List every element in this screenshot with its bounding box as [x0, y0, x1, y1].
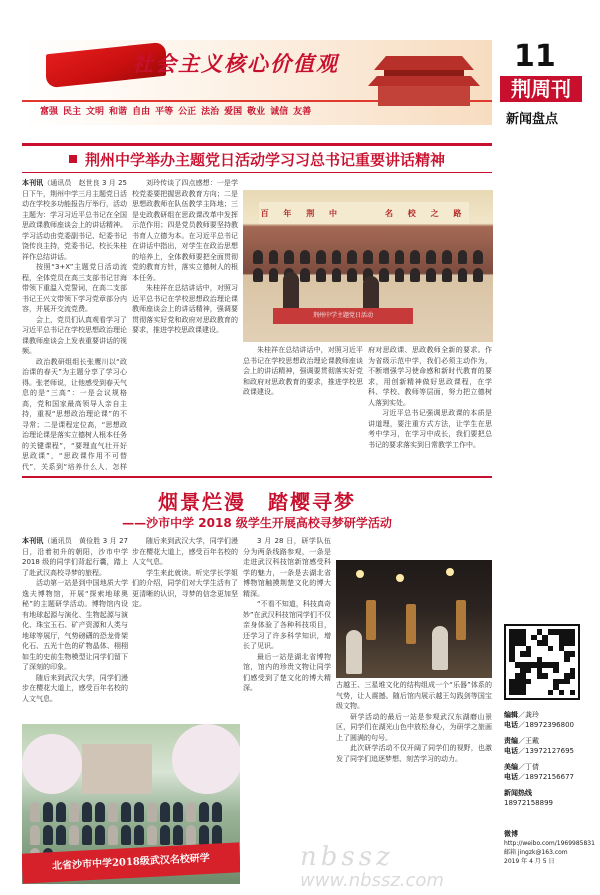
article1-paragraph: 朱桂祥在总结讲话中，对照习近平总书记在学校思想政治理论课教师座谈会上的讲话精神，强调要贯彻落实好党和政府对思政教育的要求，推进学校思政课建设。 — [243, 346, 363, 396]
article1-paragraph: 政治教研组组长张鹰川以“政治课的春天”为主题分享了学习心得。张老师说，让他感受到春天气息的是“三高”：一是会议规格高，党和国家最高领导人亲自主持，重视“思想政治理论课”的不寻常；二是课程定位高，“思想政治理论课是落实立德树人根本任务的关键课程”，“要理直气壮开好思政课”，“思政课作用不可替代”，关系到“培养什么人，怎样 — [22, 357, 127, 470]
header-banner — [22, 40, 492, 125]
article2-column-3 — [243, 536, 331, 884]
core-value-label: 和谐 — [109, 107, 128, 117]
editor-line: 电话／13972127695 — [504, 747, 574, 755]
lead-text: （通讯员 黄俭胜 3 月 27 日，沿着初升的朝阳，沙市中学 2018 级的同学们背起行囊，踏上了赴武汉高校寻梦的旅程。 — [22, 537, 128, 577]
page-number: 11 — [514, 39, 556, 74]
article2-paragraph: 最后一站是湖北省博物馆，馆内的珍贵文物让同学们感受到了楚文化的博大精深。 — [243, 652, 331, 692]
person-figure — [173, 802, 183, 822]
article2-paragraph: “不看不知道，科技真奇妙”在武汉科技馆同学们不仅亲身体验了各种科技项目，还学习了许多科学知识，增长了见识。 — [243, 600, 331, 650]
watermark-url: www.nbssz.com — [300, 870, 444, 891]
article1-paragraph: 刘玲传谈了四点感想：一是学校党委要把握思政教育方向；二是思想政教师在队伍教学主阵地；三是史政教研组在思政课改革中发挥示范作用；四是党员教师要坚持教书育人立德为本。在习近平总书记在讲话中指出，对学生在政治思想的培养上，全体教师要把全面贯彻党的教育方针，落实立德树人的根本任务。 — [132, 179, 238, 282]
article1-headline — [22, 143, 492, 173]
person-figure — [160, 825, 170, 845]
person-figure — [69, 802, 79, 822]
person-figure — [186, 802, 196, 822]
article2-paragraph: 随后来到武汉大学，同学们漫步在樱花大道上，感受百年名校的人文气息。 — [132, 537, 238, 566]
article1-photo — [243, 190, 493, 342]
banner-title: 社会主义核心价值观 — [132, 51, 339, 76]
core-value-label: 敬业 — [247, 107, 266, 117]
core-value-label: 法治 — [201, 107, 220, 117]
person-figure — [147, 825, 157, 845]
weibo-link[interactable]: http://weibo.com/1969985831 — [504, 840, 595, 847]
person-figure — [173, 825, 183, 845]
editor-line: 美编／丁倩 — [504, 763, 539, 771]
article2-title: 烟景烂漫 踏樱寻梦 — [158, 490, 356, 514]
headline-marker — [69, 155, 77, 163]
person-figure — [160, 802, 170, 822]
article1-column-1 — [22, 178, 127, 470]
photo-banner: 北省沙市中学2018级武汉名校研学 — [22, 842, 240, 883]
article1-paragraph: 府对思政课、思政教师全新的要求。作为省级示范中学，我们必须主动作为，不断增强学习使命感和新时代教育的要求，用创新精神做好思政课程，在学科、学校、教师等层面，努力把立德树人落到实处。 — [368, 346, 492, 407]
editor-line: 责编／王戴 — [504, 737, 539, 745]
person-figure — [212, 825, 222, 845]
person-figure — [212, 802, 222, 822]
article1-paragraph: 朱桂祥在总结讲话中，对照习近平总书记在学校思想政治理论课教师座谈会上的讲话精神，强调要贯彻落实好党和政府对思政教育的要求，推进学校思政课建设。 — [132, 284, 238, 334]
article1-paragraph: 会上，党员们认真观看学习了习近平总书记在学校思想政治理论课教师座谈会上发表重要讲话的视频。 — [22, 315, 127, 355]
core-value-label: 自由 — [132, 107, 151, 117]
article2-paragraph: 学生来此就读。听完学长学姐们的介绍，同学们对大学生活有了更清晰的认识，寻梦的信念更加坚定。 — [132, 568, 238, 608]
person-figure — [95, 825, 105, 845]
contact-info — [504, 830, 594, 866]
person-figure — [56, 825, 66, 845]
person-figure — [82, 802, 92, 822]
editor-line: 电话／18972396800 — [504, 721, 574, 729]
weibo-label: 微博 — [504, 830, 518, 838]
person-figure — [43, 825, 53, 845]
person-figure — [199, 802, 209, 822]
person-figure — [56, 802, 66, 822]
editor-credits — [504, 710, 590, 808]
person-figure — [134, 802, 144, 822]
article1-paragraph: 习近平总书记强调思政课的本质是讲道理，要注重方式方法，让学生在思考中学习，在学习中成长，我们要把总书记的要求落实到日常教学工作中。 — [368, 409, 492, 449]
article2-group-photo — [22, 724, 240, 884]
email-link[interactable]: 邮箱 jingzk@163.com — [504, 849, 568, 856]
person-figure — [69, 825, 79, 845]
lead-label: 本刊讯 — [22, 537, 44, 545]
article2-column-2 — [132, 536, 238, 722]
article2-paragraph: 3 月 28 日，研学队伍分为两条线路参观，一条是走进武汉科技馆新馆感受科学的魅力，一条是去湖北省博物馆触摸荆楚文化的博大精深。 — [243, 537, 331, 598]
article1-column-4 — [368, 345, 492, 470]
article2-column-1 — [22, 536, 128, 722]
article1-title: 荆州中学举办主题党日活动学习习总书记重要讲话精神 — [84, 150, 445, 169]
photo-slogan: 百 年 荆 中 名 校 之 路 — [259, 202, 469, 224]
core-values-list — [40, 104, 311, 117]
article2-paragraph: 随后来到武汉大学，同学们漫步在樱花大道上，感受百年名校的人文气息。 — [22, 673, 128, 703]
person-figure — [121, 825, 131, 845]
tiananmen-graphic — [364, 50, 484, 106]
editor-line: 编辑／龚玲 — [504, 711, 539, 719]
person-figure — [30, 825, 40, 845]
qr-code[interactable] — [504, 624, 580, 700]
person-figure — [186, 825, 196, 845]
person-figure — [134, 825, 144, 845]
paper-name: 荆周刊 — [500, 76, 582, 102]
article1-column-2 — [132, 178, 238, 470]
article1-column-3 — [243, 345, 363, 470]
person-figure — [121, 802, 131, 822]
masthead — [500, 39, 590, 127]
lead-text: （通讯员 赵世良 3 月 25 日下午，荆州中学三月主题党日活动在学校多功能报告厅举行，活动主题为：学习习近平总书记在全国思政课教师座谈会上的讲话精神。学习活动由党委副书记、纪委书记饶传良主持，党委书记、校长朱桂祥作总结讲话。 — [22, 179, 127, 261]
core-value-label: 爱国 — [224, 107, 243, 117]
watermark: nbssz — [300, 842, 394, 872]
person-figure — [199, 825, 209, 845]
core-value-label: 公正 — [178, 107, 197, 117]
article2-paragraph: 此次研学活动不仅开阔了同学们的视野，也激发了同学们追逐梦想、刻苦学习的动力。 — [336, 744, 492, 763]
article2-paragraph: 研学活动的最后一站是参观武汉东湖磨山景区，同学们在湖光山色中放松身心，为研学之旅画上了圆满的句号。 — [336, 712, 492, 742]
person-figure — [147, 802, 157, 822]
section-divider — [22, 476, 492, 478]
editor-line: 电话／18972156677 — [504, 773, 574, 781]
article1-paragraph: 按照“3+X”主题党日活动流程，全体党员在高三支部书记甘海带领下重温入党誓词，在高二支部书记王兴文带领下学习党章部分内容，并展开交流党费。 — [22, 263, 127, 313]
core-value-label: 富强 — [40, 107, 59, 117]
core-value-label: 平等 — [155, 107, 174, 117]
core-value-label: 文明 — [86, 107, 105, 117]
person-figure — [108, 802, 118, 822]
article2-paragraph: 活动第一站是到中国地质大学逸夫博物馆，开展“探索地球奥秘”的主题研学活动。博物馆内设有地球起源与演化、生物起源与演化、珠宝玉石、矿产资源和人类与地球等展厅，气势磅礴的恐龙骨架化石、五光十色的矿物晶体、栩栩如生的史前生物模型让同学们留下了深刻的印象。 — [22, 579, 128, 671]
person-figure — [82, 825, 92, 845]
core-value-label: 诚信 — [270, 107, 289, 117]
article2-paragraph: 古越王、三星堆文化的结构组成一个“乐器”体系的气势，让人震撼。随后馆内展示越王勾践剑等国宝级文物。 — [336, 681, 492, 710]
core-value-label: 友善 — [293, 107, 312, 117]
core-value-label: 民主 — [63, 107, 82, 117]
person-figure — [43, 802, 53, 822]
news-hotline: 新闻热线 18972158899 — [504, 789, 553, 807]
article2-museum-photo — [336, 560, 492, 678]
person-figure — [95, 802, 105, 822]
article2-subtitle: ——沙市中学 2018 级学生开展高校寻梦研学活动 — [122, 516, 392, 530]
person-figure — [30, 802, 40, 822]
section-name: 新闻盘点 — [506, 112, 559, 127]
person-figure — [108, 825, 118, 845]
issue-date: 2019 年 4 月 5 日 — [504, 858, 555, 865]
lead-label: 本刊讯 — [22, 179, 44, 187]
photo-banner: 荆州中学主题党日活动 — [273, 308, 413, 324]
